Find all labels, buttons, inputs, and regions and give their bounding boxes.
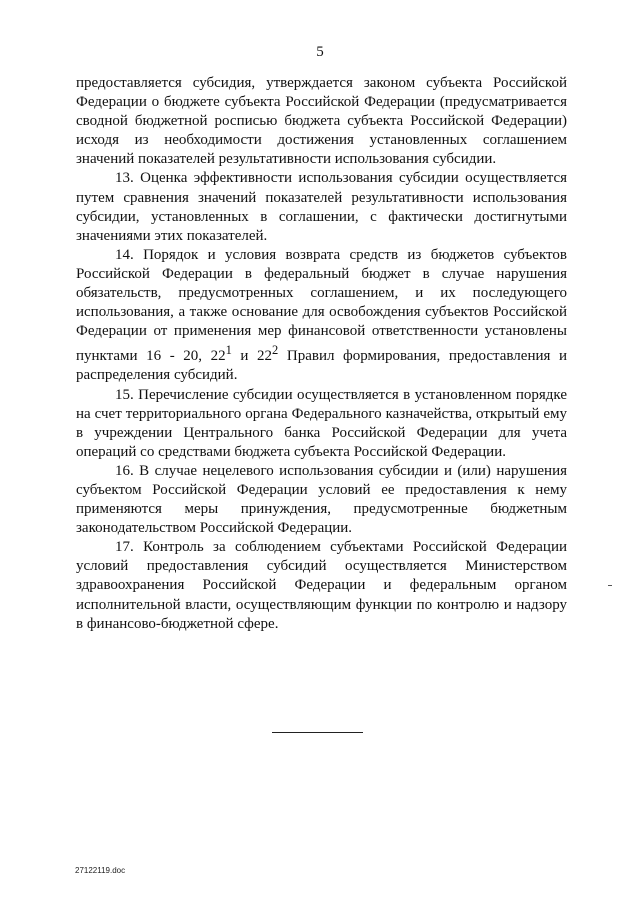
- paragraph-15: 15. Перечисление субсидии осуществляется в установленном порядке на счет территориального органа Федерального казначейства, открытый ему в учреждении Центрального банка Российской Федерации для учета операций со средствами бюджета субъекта Российской Федерации.: [76, 386, 567, 460]
- paragraph-16: 16. В случае нецелевого использования субсидии и (или) нарушения субъектом Российской Федерации условий ее предоставления к нему применяются меры принуждения, предусмотренные бюджетным законодательством Российской Федерации.: [76, 462, 567, 537]
- paragraph-14-text-after: Правил формирования, предоставления и распределения субсидий.: [76, 348, 567, 384]
- paragraph-14: [76, 246, 567, 386]
- margin-tick-mark: [608, 585, 612, 586]
- superscript-1: 1: [225, 343, 232, 358]
- end-divider-line: [272, 732, 363, 733]
- superscript-2: 2: [272, 343, 279, 358]
- file-reference: 27122119.doc: [75, 866, 126, 875]
- paragraph-14-text-before: 14. Порядок и условия возврата средств из бюджетов субъектов Российской Федерации в федеральный бюджет в случае нарушения обязательств, предусмотренных соглашением, и их последующего использования, а также основание для освобождения субъектов Российской Федерации от применения мер финансовой ответственности установлены пунктами 16 - 20, 22: [76, 246, 567, 365]
- document-body: [76, 74, 567, 634]
- paragraph-14-text-middle: и 22: [231, 348, 273, 365]
- paragraph-13: 13. Оценка эффективности использования субсидии осуществляется путем сравнения значений показателей результативности использования субсидии, установленных в соглашении, с фактически достигнутыми значениями этих показателей.: [76, 170, 567, 244]
- page-number: 5: [316, 44, 324, 60]
- paragraph-continued: предоставляется субсидия, утверждается законом субъекта Российской Федерации о бюджете субъекта Российской Федерации (предусматривается сводной бюджетной росписью бюджета субъекта Российской Федерации) исходя из необходимости достижения установленных соглашением значений показателей результативности использования субсидии.: [76, 75, 567, 168]
- paragraph-17: 17. Контроль за соблюдением субъектами Российской Федерации условий предоставления субсидий осуществляется Министерством здравоохранения Российской Федерации и федеральным органом исполнительной власти, осуществляющим функции по контролю и надзору в финансово-бюджетной сфере.: [76, 539, 567, 632]
